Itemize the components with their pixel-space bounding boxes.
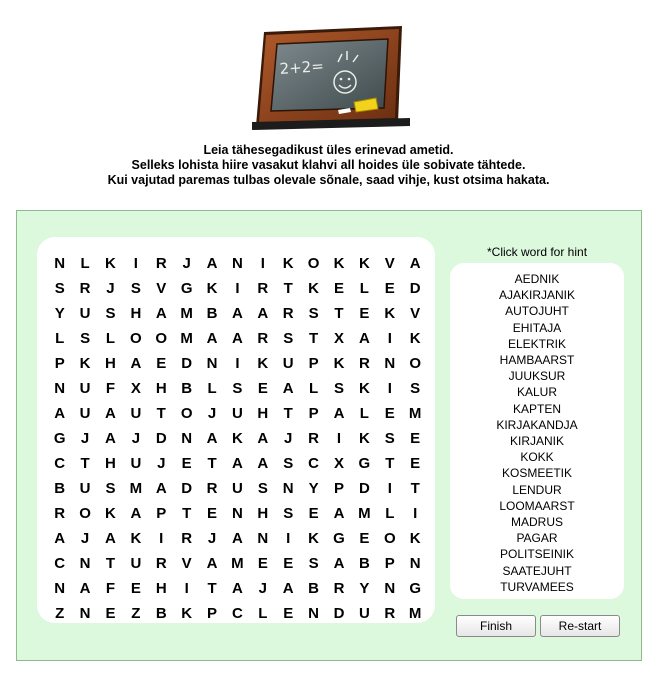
grid-cell[interactable]: J <box>207 405 217 422</box>
grid-cell[interactable]: A <box>282 380 294 397</box>
grid-cell[interactable]: C <box>232 605 243 622</box>
grid-cell[interactable]: S <box>384 430 395 447</box>
grid-cell[interactable]: E <box>105 605 116 622</box>
grid-cell[interactable]: I <box>387 330 392 347</box>
grid-cell[interactable]: K <box>105 505 116 522</box>
grid-cell[interactable]: K <box>105 255 116 272</box>
grid-cell[interactable]: R <box>54 505 66 522</box>
grid-cell[interactable]: A <box>282 580 294 597</box>
grid-cell[interactable]: A <box>333 405 345 422</box>
grid-cell[interactable]: U <box>79 480 91 497</box>
grid-cell[interactable]: R <box>384 605 396 622</box>
word-item[interactable]: EHITAJA <box>512 320 562 335</box>
grid-cell[interactable]: A <box>206 255 218 272</box>
grid-cell[interactable]: I <box>387 380 392 397</box>
grid-cell[interactable]: R <box>79 280 91 297</box>
word-list <box>450 271 624 595</box>
grid-cell[interactable]: N <box>232 505 243 522</box>
grid-cell[interactable]: I <box>159 530 164 547</box>
game-panel <box>16 210 642 661</box>
word-item[interactable]: PAGAR <box>516 531 558 546</box>
grid-cell[interactable]: A <box>257 305 269 322</box>
word-item[interactable]: AEDNIK <box>514 272 560 286</box>
grid-cell[interactable]: A <box>105 530 116 547</box>
grid-cell[interactable]: K <box>308 280 320 297</box>
grid-cell[interactable]: J <box>80 430 90 447</box>
word-item[interactable]: LOOMAARST <box>499 498 575 513</box>
grid-cell[interactable]: A <box>409 255 421 272</box>
grid-cell[interactable]: I <box>235 280 240 297</box>
word-item[interactable]: HAMBAARST <box>499 353 575 368</box>
grid-cell[interactable]: K <box>181 605 193 622</box>
grid-cell[interactable]: A <box>358 330 370 347</box>
grid-cell[interactable]: N <box>257 530 269 547</box>
grid-cell[interactable]: A <box>257 455 269 472</box>
grid-cell[interactable]: N <box>384 580 396 597</box>
grid-cell[interactable]: E <box>181 455 192 472</box>
grid-cell[interactable]: A <box>232 455 243 472</box>
grid-cell[interactable]: M <box>358 505 371 522</box>
word-item[interactable]: TURVAMEES <box>500 579 574 594</box>
grid-cell[interactable]: V <box>384 255 395 272</box>
grid-cell[interactable]: R <box>257 330 269 347</box>
grid-cell[interactable]: J <box>80 530 90 547</box>
grid-cell[interactable]: U <box>79 305 91 322</box>
grid-cell[interactable]: U <box>232 480 243 497</box>
grid-cell[interactable]: A <box>155 480 167 497</box>
grid-cell[interactable]: K <box>358 430 370 447</box>
grid-cell[interactable]: M <box>129 480 143 497</box>
grid-cell[interactable]: R <box>257 280 269 297</box>
grid-cell[interactable]: S <box>130 280 141 297</box>
word-item[interactable]: ELEKTRIK <box>507 336 567 351</box>
grid-cell[interactable]: N <box>54 380 66 397</box>
grid-cell[interactable]: N <box>79 605 91 622</box>
grid-cell[interactable]: X <box>333 455 344 472</box>
instruction-line-3: Kui vajutad paremas tulbas olevale sõnale, saad vihje, kust otsima hakata. <box>107 173 550 187</box>
grid-cell[interactable]: U <box>79 380 91 397</box>
word-item[interactable]: KIRJAKANDJA <box>496 417 578 432</box>
word-item[interactable]: AJAKIRJANIK <box>498 288 576 303</box>
grid-cell[interactable]: Z <box>55 605 65 622</box>
grid-cell[interactable]: S <box>308 305 319 322</box>
grid-cell[interactable]: S <box>54 280 65 297</box>
instruction-line-2: Selleks lohista hiire vasakut klahvi all hoides üle sobivate tähtede. <box>131 158 526 172</box>
grid-cell[interactable]: L <box>105 330 116 347</box>
grid-cell[interactable]: B <box>206 305 218 322</box>
grid-cell[interactable]: A <box>54 530 66 547</box>
hint-label: *Click word for hint <box>487 245 588 259</box>
instructions <box>0 143 657 188</box>
grid-cell[interactable]: J <box>258 580 267 597</box>
grid-cell[interactable]: K <box>79 355 91 372</box>
grid-cell[interactable]: V <box>156 280 167 297</box>
word-list-box <box>450 263 624 599</box>
grid-cell[interactable]: L <box>80 255 90 272</box>
grid-cell[interactable]: T <box>207 580 217 597</box>
grid-cell[interactable]: J <box>207 530 217 547</box>
word-item[interactable]: POLITSEINIK <box>499 547 575 562</box>
grid-cell[interactable]: H <box>257 405 269 422</box>
word-item[interactable]: MADRUS <box>510 515 563 530</box>
grid-cell[interactable]: R <box>333 580 345 597</box>
grid-cell[interactable]: E <box>283 555 294 572</box>
grid-cell[interactable]: H <box>257 505 269 522</box>
grid-cell[interactable]: I <box>387 480 392 497</box>
grid-cell[interactable]: R <box>358 355 370 372</box>
word-item[interactable]: KAPTEN <box>512 401 561 416</box>
grid-cell[interactable]: L <box>385 505 395 522</box>
grid-cell[interactable]: J <box>131 430 141 447</box>
grid-cell[interactable]: C <box>54 455 66 472</box>
grid-cell[interactable]: D <box>333 605 345 622</box>
letter-grid-box <box>37 237 435 623</box>
grid-cell[interactable]: T <box>385 455 395 472</box>
grid-cell[interactable]: P <box>384 555 395 572</box>
grid-cell[interactable]: U <box>79 405 91 422</box>
grid-cell[interactable]: I <box>133 255 138 272</box>
grid-cell[interactable]: L <box>207 380 217 397</box>
grid-cell[interactable]: A <box>130 355 142 372</box>
grid-cell[interactable]: D <box>358 480 370 497</box>
grid-cell[interactable]: S <box>257 480 268 497</box>
grid-cell[interactable]: B <box>155 605 167 622</box>
word-item[interactable]: KOSMEETIK <box>501 466 572 481</box>
grid-cell[interactable]: P <box>156 505 167 522</box>
grid-cell[interactable]: E <box>410 455 421 472</box>
grid-cell[interactable]: Z <box>131 605 141 622</box>
grid-cell[interactable]: G <box>358 455 371 472</box>
grid-cell[interactable]: L <box>309 380 319 397</box>
grid-cell[interactable]: F <box>105 580 116 597</box>
instruction-line-1: Leia tähesegadikust üles erinevad ametid. <box>203 143 454 157</box>
grid-cell[interactable]: M <box>180 330 193 347</box>
grid-cell[interactable]: E <box>283 605 294 622</box>
grid-cell[interactable]: P <box>207 605 218 622</box>
grid-cell[interactable]: E <box>257 555 268 572</box>
grid-cell[interactable]: D <box>155 430 167 447</box>
grid-cell[interactable]: R <box>181 530 193 547</box>
grid-cell[interactable]: B <box>181 380 193 397</box>
grid-cell[interactable]: I <box>286 530 291 547</box>
grid-cell[interactable]: X <box>130 380 141 397</box>
grid-cell[interactable]: K <box>206 280 218 297</box>
grid-cell[interactable]: J <box>106 280 115 297</box>
grid-cell[interactable]: T <box>283 280 293 297</box>
word-item[interactable]: LENDUR <box>512 482 562 497</box>
grid-cell[interactable]: S <box>333 380 344 397</box>
grid-cell[interactable]: A <box>257 430 269 447</box>
grid-cell[interactable]: G <box>53 430 66 447</box>
grid-cell[interactable]: H <box>155 580 167 597</box>
grid-cell[interactable]: K <box>308 530 320 547</box>
grid-cell[interactable]: R <box>155 555 167 572</box>
grid-cell[interactable]: G <box>333 530 345 547</box>
grid-cell[interactable]: T <box>105 555 116 572</box>
grid-cell[interactable]: K <box>282 255 294 272</box>
grid-cell[interactable]: P <box>308 405 319 422</box>
grid-cell[interactable]: S <box>410 380 421 397</box>
grid-cell[interactable]: A <box>206 555 218 572</box>
grid-cell[interactable]: O <box>180 405 193 422</box>
grid-cell[interactable]: E <box>156 355 167 372</box>
grid-cell[interactable]: T <box>410 480 420 497</box>
restart-button[interactable]: Re-start <box>540 615 620 637</box>
grid-cell[interactable]: T <box>182 505 192 522</box>
grid-cell[interactable]: C <box>54 555 66 572</box>
grid-cell[interactable]: V <box>410 305 421 322</box>
grid-cell[interactable]: U <box>282 355 294 372</box>
grid-cell[interactable]: E <box>384 405 395 422</box>
grid-cell[interactable]: M <box>180 305 193 322</box>
grid-cell[interactable]: B <box>308 580 320 597</box>
grid-cell[interactable]: H <box>105 455 116 472</box>
grid-cell[interactable]: O <box>155 330 168 347</box>
grid-cell[interactable]: I <box>336 430 342 447</box>
grid-cell[interactable]: A <box>206 430 218 447</box>
grid-cell[interactable]: J <box>157 455 166 472</box>
grid-cell[interactable]: A <box>105 405 116 422</box>
grid-cell[interactable]: O <box>130 330 142 347</box>
chalk-text: 2+2= <box>279 56 325 78</box>
grid-cell[interactable]: N <box>282 480 294 497</box>
grid-cell[interactable]: O <box>409 355 421 372</box>
grid-cell[interactable]: E <box>257 380 268 397</box>
grid-cell[interactable]: S <box>105 305 116 322</box>
grid-cell[interactable]: R <box>282 305 294 322</box>
grid-cell[interactable]: R <box>308 430 320 447</box>
grid-cell[interactable]: A <box>333 555 345 572</box>
grid-cell[interactable]: O <box>307 255 320 272</box>
grid-cell[interactable]: S <box>232 380 243 397</box>
grid-cell[interactable]: S <box>80 330 91 347</box>
grid-cell[interactable]: B <box>358 555 370 572</box>
word-item[interactable]: SAATEJUHT <box>502 563 572 578</box>
grid-cell[interactable]: E <box>410 430 421 447</box>
grid-cell[interactable]: T <box>156 405 166 422</box>
grid-cell[interactable]: A <box>155 305 167 322</box>
grid-cell[interactable]: C <box>308 455 320 472</box>
grid-cell[interactable]: I <box>184 580 189 597</box>
grid-cell[interactable]: A <box>130 505 142 522</box>
grid-cell[interactable]: K <box>358 380 370 397</box>
grid-cell[interactable]: K <box>333 255 345 272</box>
grid-cell[interactable]: E <box>359 530 370 547</box>
grid-cell[interactable]: U <box>130 555 142 572</box>
grid-cell[interactable]: H <box>155 380 167 397</box>
grid-cell[interactable]: O <box>79 505 91 522</box>
grid-cell[interactable]: U <box>358 605 370 622</box>
grid-cell[interactable]: Y <box>308 480 319 497</box>
grid-cell[interactable]: A <box>232 530 243 547</box>
grid-cell[interactable]: K <box>409 530 421 547</box>
grid-cell[interactable]: L <box>55 330 65 347</box>
grid-cell[interactable]: P <box>333 480 344 497</box>
grid-cell[interactable]: T <box>80 455 90 472</box>
grid-cell[interactable]: T <box>283 405 293 422</box>
grid-cell[interactable]: D <box>181 355 193 372</box>
grid-cell[interactable]: K <box>130 530 142 547</box>
grid-cell[interactable]: K <box>257 355 269 372</box>
grid-cell[interactable]: S <box>283 455 294 472</box>
grid-cell[interactable]: A <box>333 505 345 522</box>
grid-cell[interactable]: H <box>130 305 142 322</box>
grid-cell[interactable]: N <box>54 255 66 272</box>
grid-cell[interactable]: J <box>284 430 293 447</box>
grid-cell[interactable]: O <box>383 530 396 547</box>
grid-cell[interactable]: N <box>54 580 66 597</box>
letter-grid[interactable] <box>47 251 428 626</box>
grid-cell[interactable]: G <box>409 580 421 597</box>
grid-cell[interactable]: J <box>182 255 191 272</box>
word-item[interactable]: AUTOJUHT <box>505 304 569 319</box>
grid-cell[interactable]: B <box>54 480 66 497</box>
grid-cell[interactable]: E <box>130 580 141 597</box>
grid-cell[interactable]: V <box>181 555 192 572</box>
word-item[interactable]: KIRJANIK <box>509 434 564 449</box>
grid-cell[interactable]: S <box>283 330 294 347</box>
grid-cell[interactable]: M <box>231 555 244 572</box>
grid-cell[interactable]: Y <box>54 305 65 322</box>
grid-cell[interactable]: X <box>333 330 344 347</box>
grid-cell[interactable]: U <box>232 405 243 422</box>
grid-cell[interactable]: E <box>308 505 319 522</box>
grid-cell[interactable]: A <box>232 305 243 322</box>
grid-cell[interactable]: M <box>408 405 422 422</box>
grid-cell[interactable]: H <box>105 355 116 372</box>
grid-cell[interactable]: I <box>413 505 418 522</box>
grid-cell[interactable]: K <box>409 330 421 347</box>
grid-cell[interactable]: E <box>384 280 395 297</box>
grid-cell[interactable]: A <box>54 405 66 422</box>
grid-cell[interactable]: R <box>155 255 167 272</box>
grid-cell[interactable]: Y <box>359 580 370 597</box>
grid-cell[interactable]: K <box>232 430 243 447</box>
word-item[interactable]: KALUR <box>516 385 557 400</box>
grid-cell[interactable]: A <box>105 430 116 447</box>
grid-cell[interactable]: A <box>232 580 243 597</box>
word-item[interactable]: KOKK <box>520 450 554 465</box>
grid-cell[interactable]: A <box>206 330 218 347</box>
grid-cell[interactable]: A <box>232 330 243 347</box>
grid-cell[interactable]: N <box>79 555 91 572</box>
grid-cell[interactable]: K <box>333 355 345 372</box>
grid-cell[interactable]: K <box>384 305 396 322</box>
word-item[interactable]: JUUKSUR <box>508 369 566 384</box>
grid-cell[interactable]: P <box>308 355 319 372</box>
grid-cell[interactable]: T <box>334 305 344 322</box>
grid-cell[interactable]: P <box>54 355 65 372</box>
grid-cell[interactable]: G <box>180 280 193 297</box>
grid-cell[interactable]: M <box>408 605 422 622</box>
grid-cell[interactable]: D <box>181 480 193 497</box>
grid-cell[interactable]: E <box>359 305 370 322</box>
grid-cell[interactable]: E <box>333 280 344 297</box>
grid-cell[interactable]: F <box>105 380 116 397</box>
grid-cell[interactable]: S <box>308 555 319 572</box>
grid-cell[interactable]: R <box>206 480 218 497</box>
grid-cell[interactable]: U <box>130 405 142 422</box>
grid-cell[interactable]: T <box>207 455 217 472</box>
chalkboard-image <box>250 22 412 134</box>
grid-cell[interactable]: N <box>409 555 421 572</box>
grid-cell[interactable]: N <box>384 355 396 372</box>
grid-cell[interactable]: L <box>359 405 369 422</box>
grid-cell[interactable]: N <box>308 605 320 622</box>
grid-cell[interactable]: L <box>359 280 369 297</box>
grid-cell[interactable]: L <box>258 605 268 622</box>
grid-cell[interactable]: N <box>181 430 193 447</box>
grid-cell[interactable]: N <box>232 255 243 272</box>
grid-cell[interactable]: E <box>207 505 218 522</box>
grid-cell[interactable]: I <box>235 355 240 372</box>
grid-cell[interactable]: D <box>409 280 421 297</box>
grid-cell[interactable]: S <box>105 480 116 497</box>
grid-cell[interactable]: A <box>79 580 91 597</box>
grid-cell[interactable]: S <box>283 505 294 522</box>
grid-cell[interactable]: N <box>206 355 218 372</box>
grid-cell[interactable]: K <box>358 255 370 272</box>
grid-cell[interactable]: U <box>130 455 142 472</box>
grid-cell[interactable]: I <box>260 255 265 272</box>
grid-cell[interactable]: T <box>309 330 319 347</box>
finish-button[interactable]: Finish <box>456 615 536 637</box>
